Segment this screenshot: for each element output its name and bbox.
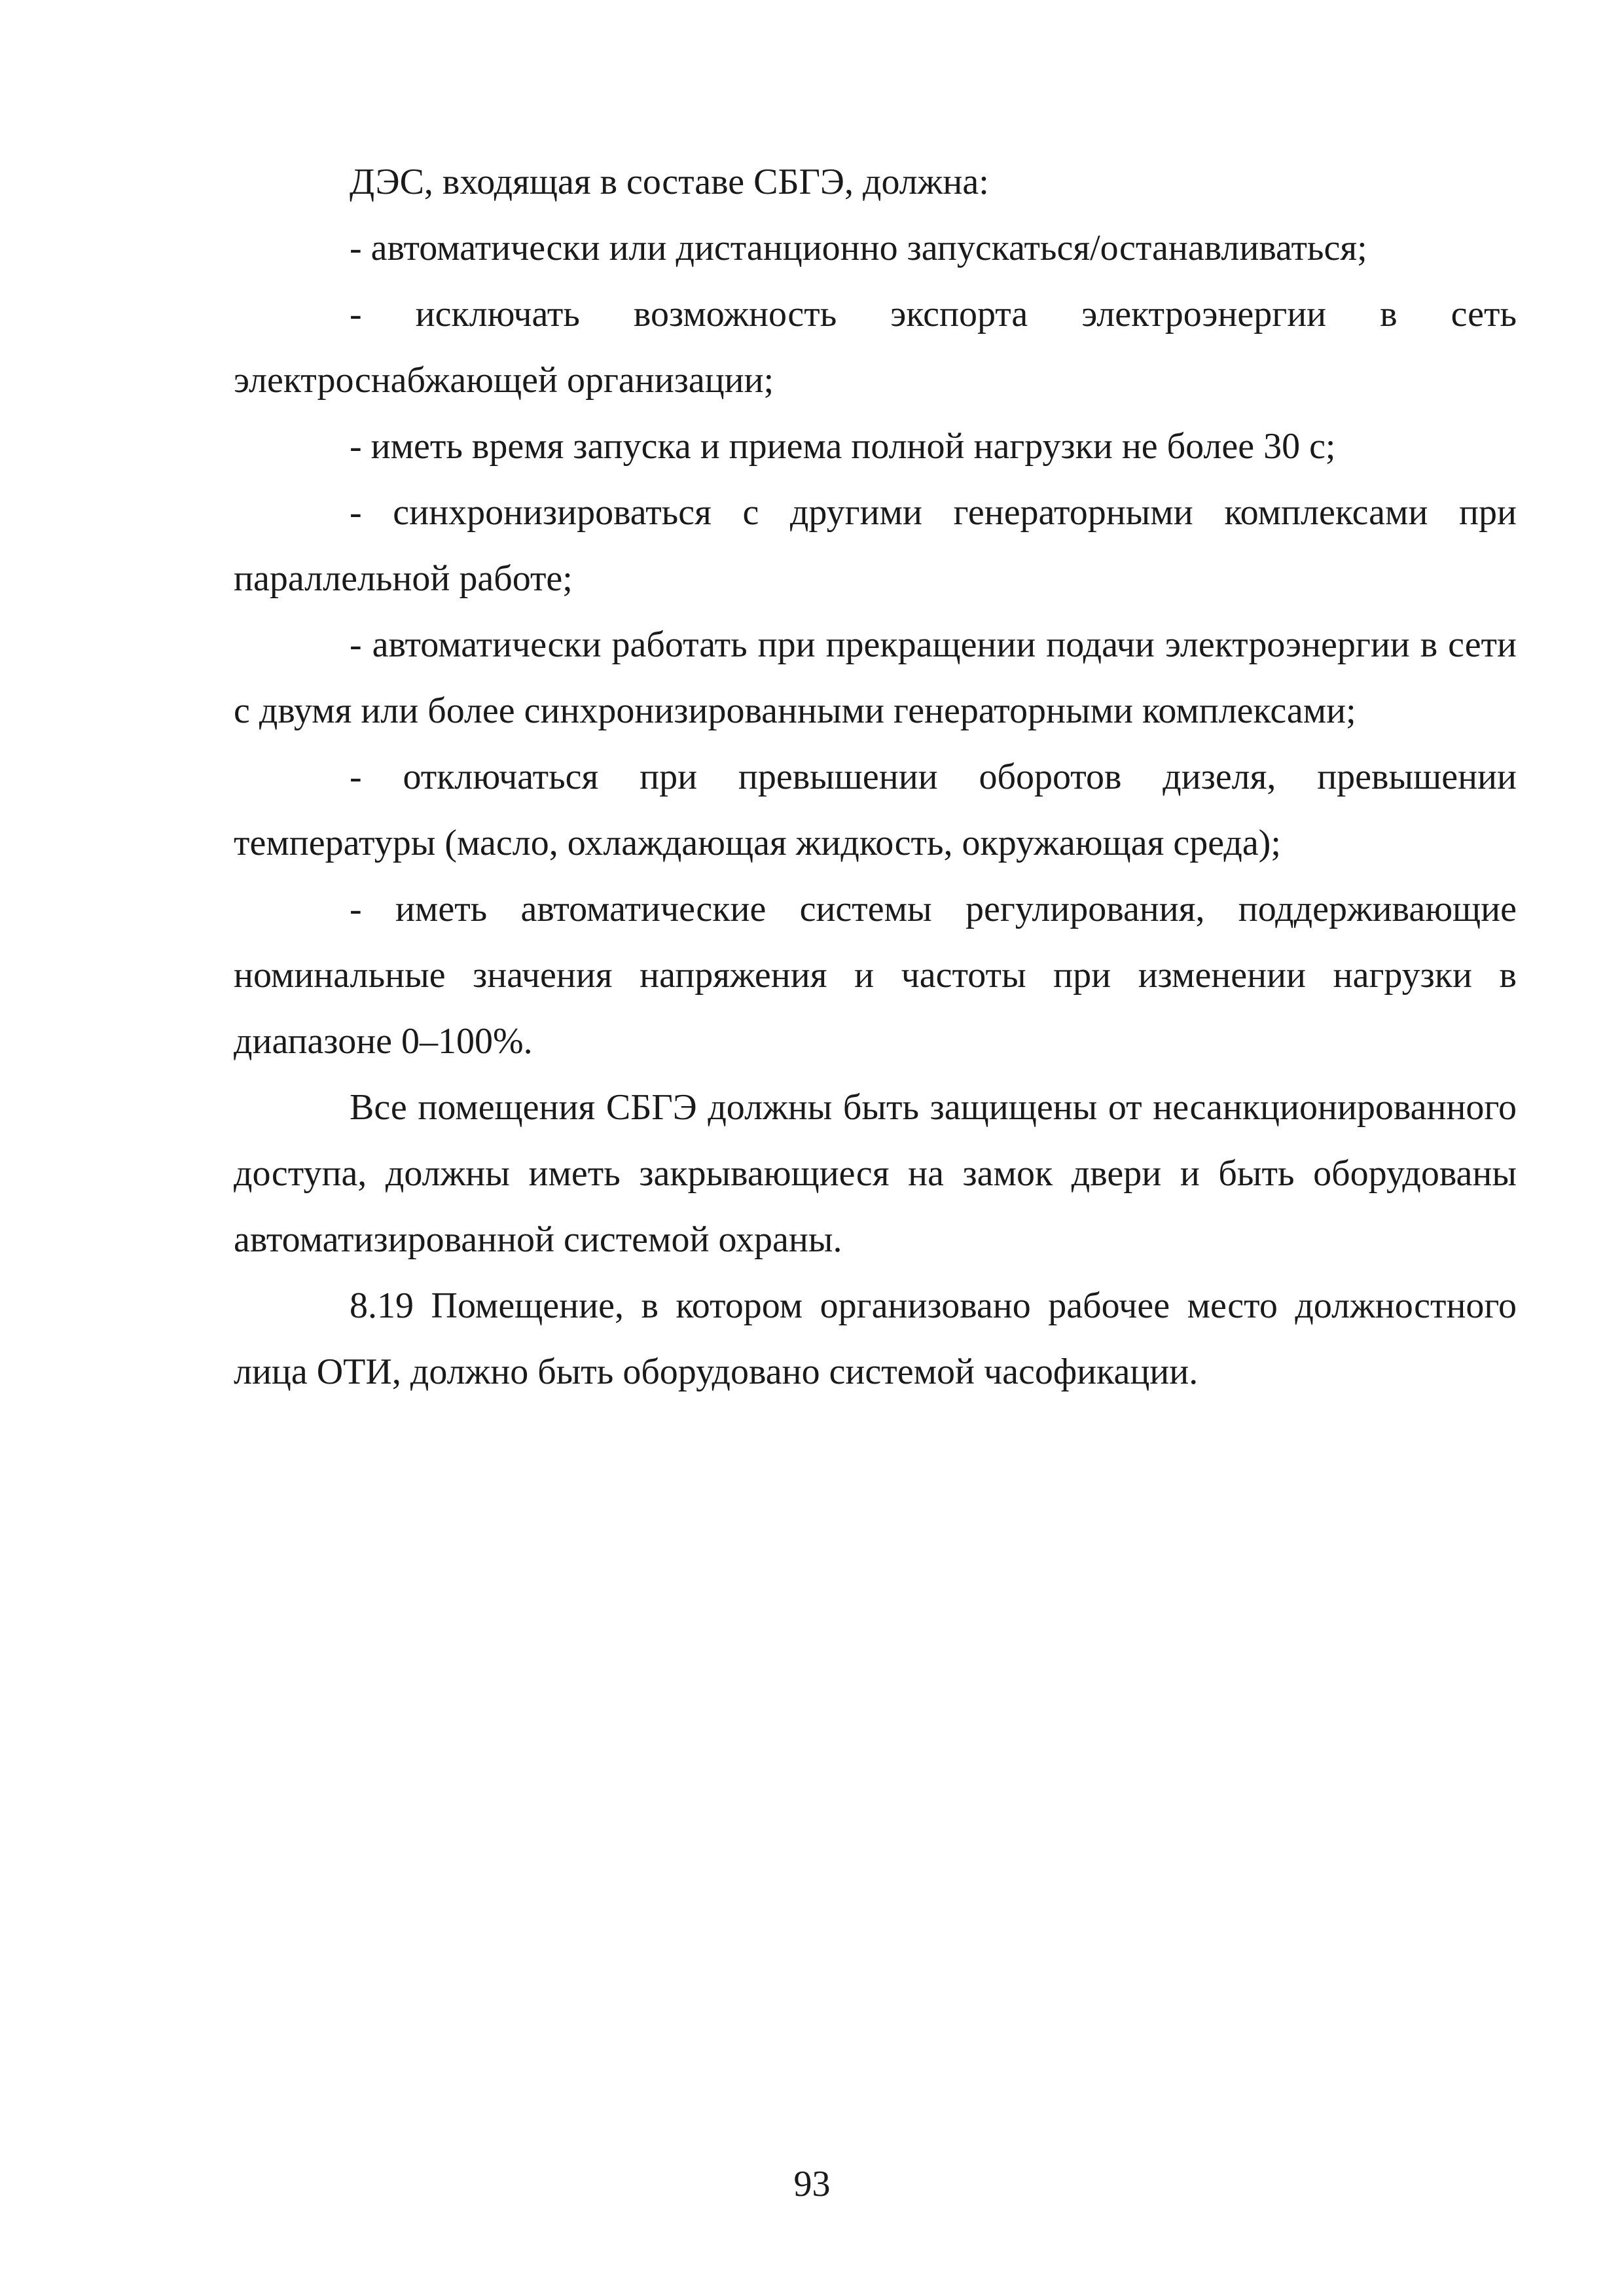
list-item-auto-operation: - автоматически работать при прекращении подачи электроэнергии в сети с двумя или более синхронизированными генераторными комплексами; [234,624,1517,731]
paragraph-intro: ДЭС, входящая в составе СБГЭ, должна: [350,162,989,202]
list-item-startup-time: - иметь время запуска и приема полной нагрузки не более 30 с; [350,426,1336,467]
list-item-no-export: - исключать возможность экспорта электроэнергии в сеть электроснабжающей организации; [234,294,1517,401]
list-item-regulation: - иметь автоматические системы регулирования, поддерживающие номинальные значения напряжения и частоты при изменении нагрузки в диапазоне 0–100%. [234,889,1517,1062]
document-body [234,149,1517,1405]
paragraph-security: Все помещения СБГЭ должны быть защищены от несанкционированного доступа, должны иметь закрывающиеся на замок двери и быть оборудованы автоматизированной системой охраны. [234,1087,1517,1260]
page-number: 93 [793,2164,831,2204]
paragraph-8-19: 8.19 Помещение, в котором организовано рабочее место должностного лица ОТИ, должно быть оборудовано системой часофикации. [234,1285,1517,1392]
list-item-synchronize: - синхронизироваться с другими генераторными комплексами при параллельной работе; [234,492,1517,599]
list-item-shutdown: - отключаться при превышении оборотов дизеля, превышении температуры (масло, охлаждающая жидкость, окружающая среда); [234,757,1517,863]
list-item-start-stop: - автоматически или дистанционно запускаться/останавливаться; [350,228,1367,268]
